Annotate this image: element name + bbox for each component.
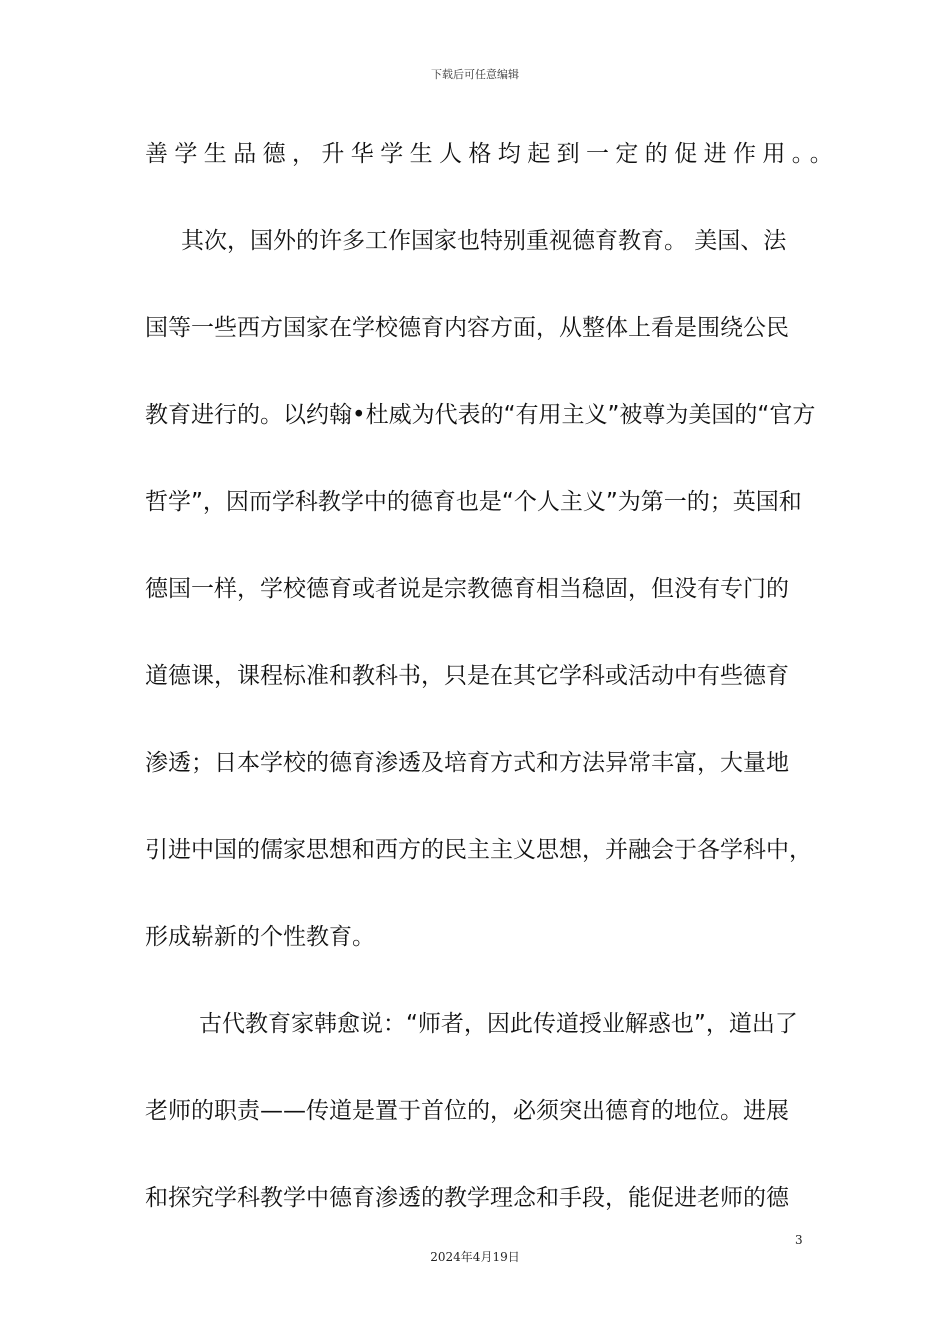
text-line: 善学生品德，升华学生人格均起到一定的促进作用。。 bbox=[145, 141, 840, 167]
text-line: 德国一样，学校德育或者说是宗教德育相当稳固，但没有专门的 bbox=[145, 576, 789, 602]
document-body bbox=[145, 128, 840, 1259]
text-line: 老师的职责——传道是置于首位的，必须突出德育的地位。进展 bbox=[145, 1098, 789, 1124]
text-line: 国等一些西方国家在学校德育内容方面，从整体上看是围绕公民 bbox=[145, 315, 789, 341]
text-line: 引进中国的儒家思想和西方的民主主义思想，并融会于各学科中， bbox=[145, 837, 812, 863]
text-line: 道德课，课程标准和教科书，只是在其它学科或活动中有些德育 bbox=[145, 663, 789, 689]
text-line: 和探究学科教学中德育渗透的教学理念和手段，能促进老师的德 bbox=[145, 1185, 789, 1211]
paragraph-first-line: 古代教育家韩愈说：“师者，因此传道授业解惑也”，道出了 bbox=[199, 1011, 798, 1037]
text-line: 形成崭新的个性教育。 bbox=[145, 924, 375, 950]
text-line: 哲学”，因而学科教学中的德育也是“个人主义”为第一的；英国和 bbox=[145, 489, 802, 515]
page-number: 3 bbox=[795, 1233, 803, 1247]
text-line: 渗透；日本学校的德育渗透及培育方式和方法异常丰富，大量地 bbox=[145, 750, 789, 776]
paragraph-first-line: 其次，国外的许多工作国家也特别重视德育教育。 美国、法 bbox=[181, 228, 787, 254]
header-note: 下载后可任意编辑 bbox=[431, 68, 519, 81]
footer-date: 2024年4月19日 bbox=[430, 1250, 520, 1264]
text-line: 教育进行的。以约翰•杜威为代表的“有用主义”被尊为美国的“官方 bbox=[145, 402, 816, 428]
